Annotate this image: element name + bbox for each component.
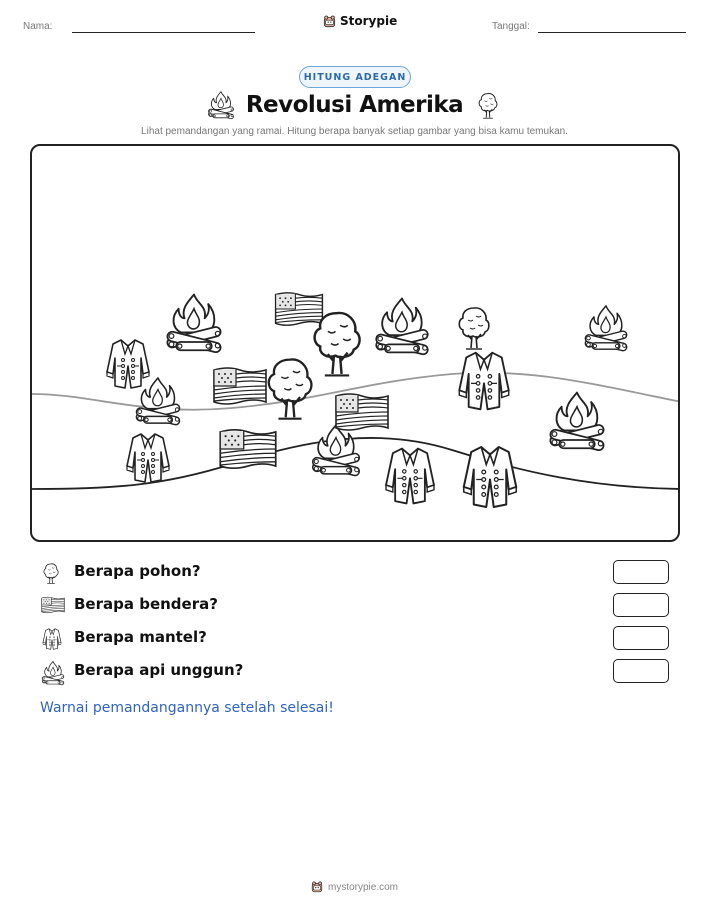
footer-url: mystorypie.com	[327, 881, 398, 893]
tree-icon	[269, 359, 312, 418]
mascot-icon	[311, 881, 323, 893]
coat-icon	[459, 353, 509, 410]
question-text: Berapa mantel?	[74, 628, 207, 646]
tree-icon	[475, 90, 501, 120]
campfire-icon	[40, 660, 66, 686]
brand-name: Storypie	[340, 14, 398, 28]
brand-logo	[323, 14, 397, 28]
flag-icon	[40, 594, 66, 616]
answer-box-trees[interactable]	[613, 560, 669, 584]
campfire-icon	[375, 298, 428, 355]
campfire-icon	[136, 378, 181, 426]
tree-icon	[459, 308, 489, 349]
coat-icon	[386, 449, 434, 504]
coat-icon	[127, 434, 169, 482]
date-field[interactable]	[538, 32, 686, 33]
flag-icon	[336, 394, 388, 430]
activity-badge: HITUNG ADEGAN	[299, 66, 411, 88]
campfire-icon	[549, 393, 604, 452]
flag-icon	[220, 430, 275, 468]
coat-icon	[464, 447, 517, 507]
scene-canvas	[32, 146, 680, 542]
question-row-campfires	[40, 659, 670, 685]
question-text: Berapa bendera?	[74, 595, 218, 613]
coat-icon	[40, 627, 64, 651]
tree-icon	[40, 561, 62, 585]
mascot-icon	[323, 15, 336, 28]
campfire-icon	[312, 425, 360, 476]
flag-icon	[214, 368, 266, 404]
coat-icon	[107, 340, 149, 388]
flag-icon	[276, 293, 323, 325]
campfire-icon	[585, 306, 628, 352]
instructions: Lihat pemandangan yang ramai. Hitung berapa banyak setiap gambar yang bisa kamu temukan.	[141, 126, 568, 137]
date-label: Tanggal:	[492, 21, 530, 32]
question-row-flags	[40, 593, 670, 619]
counting-scene	[30, 144, 680, 542]
name-field[interactable]	[72, 32, 255, 33]
page-title: Revolusi Amerika	[245, 92, 464, 118]
question-text: Berapa pohon?	[74, 562, 201, 580]
question-text: Berapa api unggun?	[74, 661, 244, 679]
footer	[0, 881, 709, 893]
answer-box-campfires[interactable]	[613, 659, 669, 683]
question-row-trees	[40, 560, 670, 586]
answer-box-flags[interactable]	[613, 593, 669, 617]
coloring-note: Warnai pemandangannya setelah selesai!	[40, 700, 334, 716]
name-label: Nama:	[23, 21, 53, 32]
campfire-icon	[166, 295, 221, 354]
answer-box-coats[interactable]	[613, 626, 669, 650]
question-row-coats	[40, 626, 670, 652]
tree-icon	[315, 313, 360, 375]
